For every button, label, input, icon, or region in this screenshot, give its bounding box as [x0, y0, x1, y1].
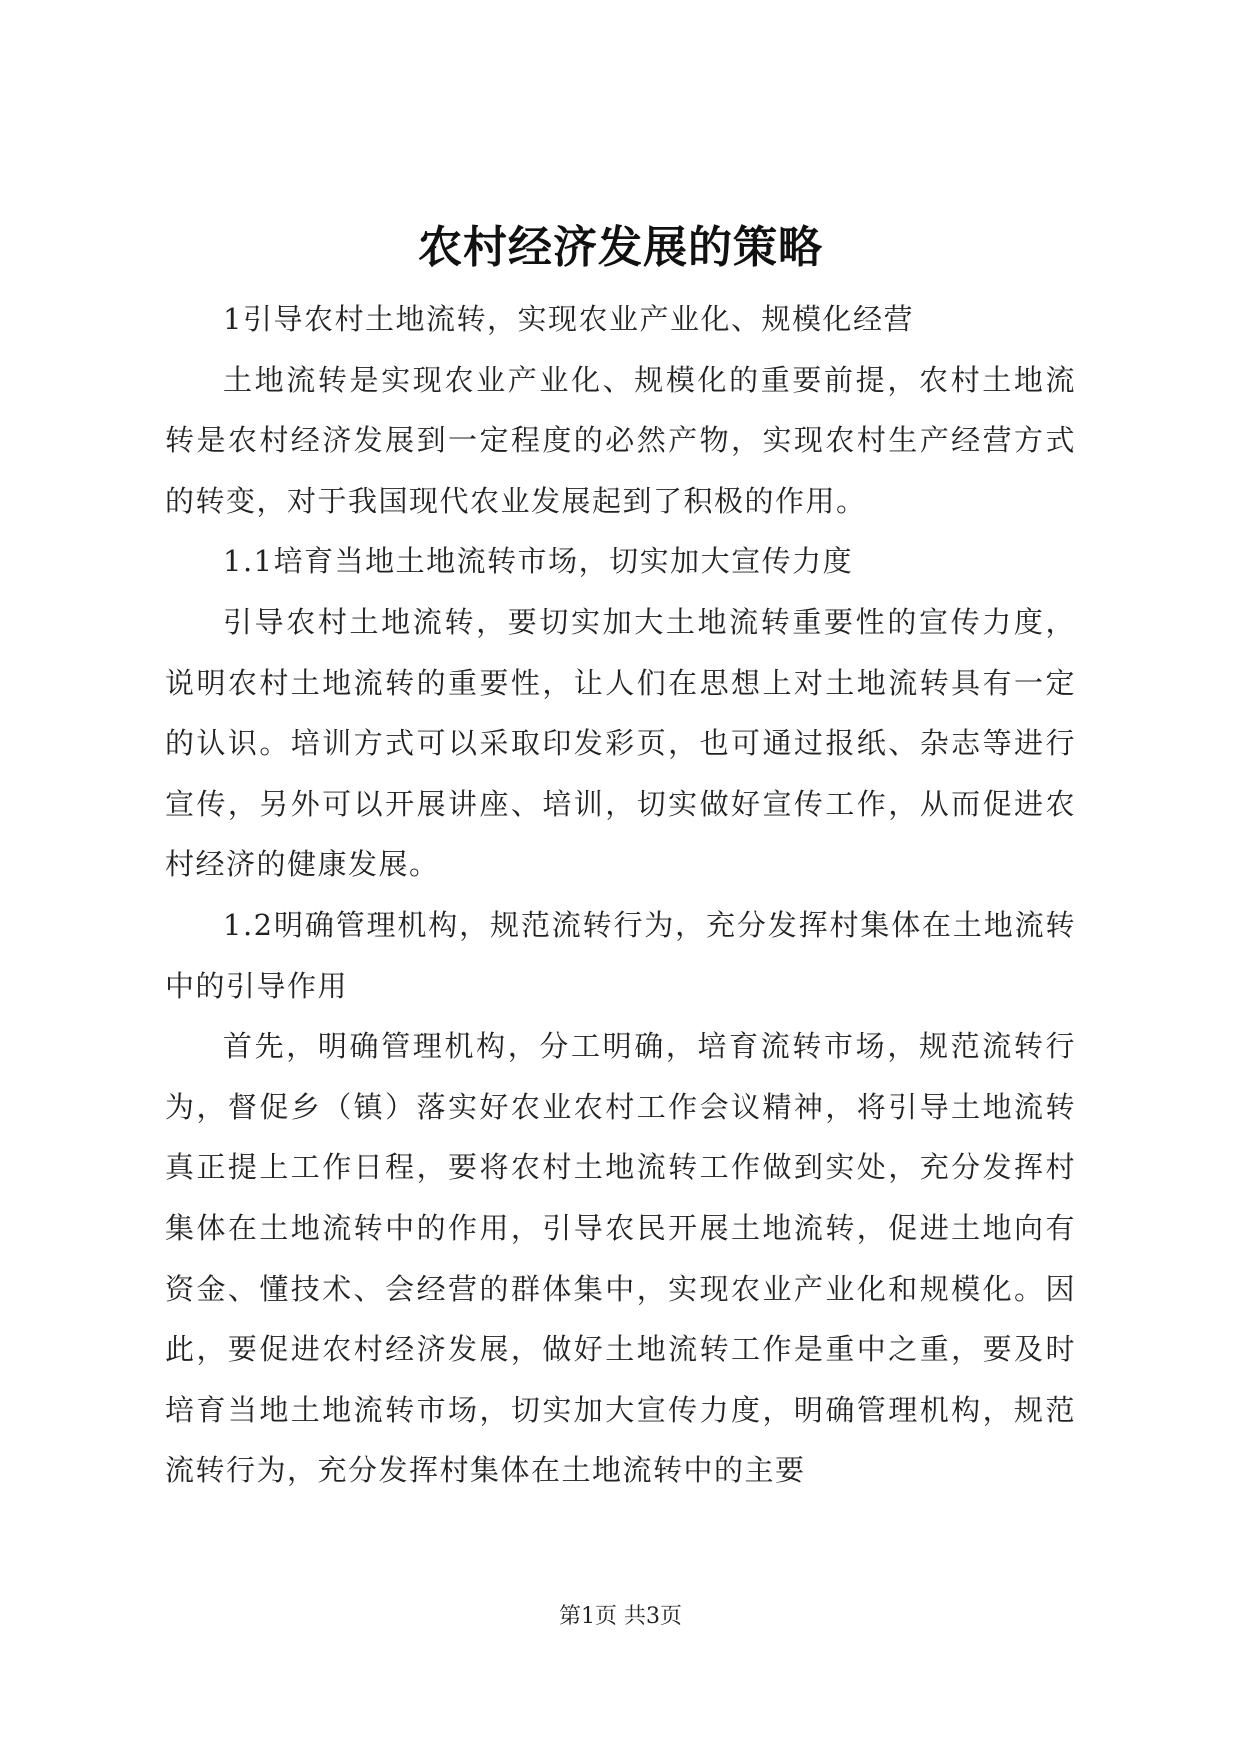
- document-body: [165, 289, 1076, 1501]
- section-heading-1-2: 1.2明确管理机构，规范流转行为，充分发挥村集体在土地流转中的引导作用: [165, 907, 1076, 1003]
- paragraph-3: 首先，明确管理机构，分工明确，培育流转市场，规范流转行为，督促乡（镇）落实好农业农村工作会议精神，将引导土地流转真正提上工作日程，要将农村土地流转工作做到实处，充分发挥村集体在土地流转中的作用，引导农民开展土地流转，促进土地向有资金、懂技术、会经营的群体集中，实现农业产业化和规模化。因此，要促进农村经济发展，做好土地流转工作是重中之重，要及时培育当地土地流转市场，切实加大宣传力度，明确管理机构，规范流转行为，充分发挥村集体在土地流转中的主要: [165, 1029, 1076, 1488]
- section-heading-1-1: 1.1培育当地土地流转市场，切实加大宣传力度: [223, 544, 854, 579]
- document-title: 农村经济发展的策略: [418, 222, 823, 273]
- section-heading-1: 1引导农村土地流转，实现农业产业化、规模化经营: [223, 302, 914, 336]
- paragraph-2: 引导农村土地流转，要切实加大土地流转重要性的宣传力度，说明农村土地流转的重要性，让人们在思想上对土地流转具有一定的认识。培训方式可以采取印发彩页，也可通过报纸、杂志等进行宣传，另外可以开展讲座、培训，切实做好宣传工作，从而促进农村经济的健康发展。: [165, 604, 1076, 882]
- paragraph-1: 土地流转是实现农业产业化、规模化的重要前提，农村土地流转是农村经济发展到一定程度的必然产物，实现农村生产经营方式的转变，对于我国现代农业发展起到了积极的作用。: [165, 362, 1076, 518]
- page-number-footer: 第1页 共3页: [559, 1604, 682, 1629]
